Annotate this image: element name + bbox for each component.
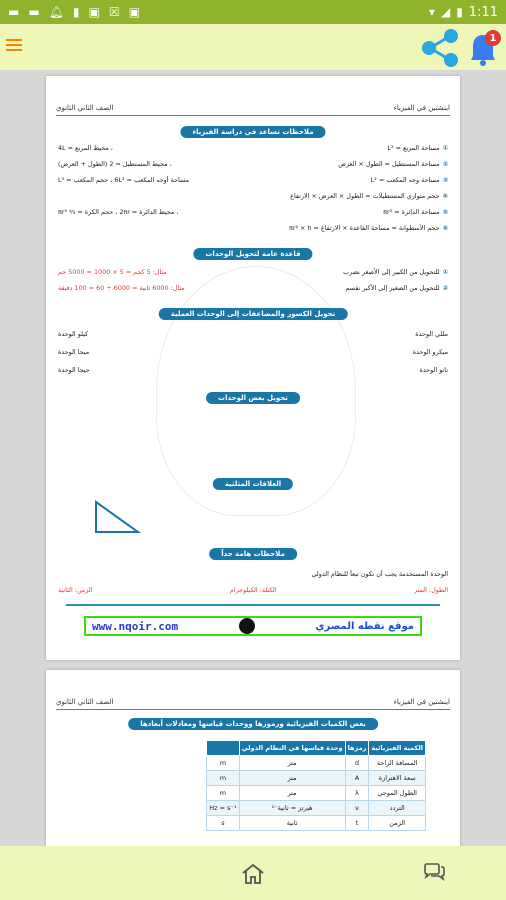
app-bar bbox=[0, 24, 506, 70]
section-title: قاعدة عامة لتحويل الوحدات bbox=[193, 248, 312, 260]
section-title: العلاقات المثلثية bbox=[213, 478, 293, 490]
note-line: ①مساحة المربع = L² ، محيط المربع = 4L bbox=[58, 144, 448, 152]
close-box-icon: ☒ bbox=[108, 5, 120, 19]
table-row: المسافة الزاحة d متر m bbox=[207, 756, 426, 771]
status-icons-right bbox=[429, 5, 498, 20]
note-line: ③مساحة وجه المكعب = L² مساحة أوجه المكعب = 6L² ، حجم المكعب = L³ bbox=[58, 176, 448, 184]
note-line: ⑤مساحة الدائرة = πr² ، محيط الدائرة = 2πr ، حجم الكرة = ⁴⁄₃ πr³ bbox=[58, 208, 448, 216]
table-row: الطول الموجي λ متر m bbox=[207, 786, 426, 801]
home-button[interactable] bbox=[240, 862, 266, 886]
header-grade: الصف الثاني الثانوي bbox=[56, 104, 114, 112]
prefix-line: مللي الوحدة كيلو الوحدة bbox=[58, 330, 448, 338]
page-divider bbox=[66, 604, 440, 610]
table-title: بعض الكميات الفيزيائية ورموزها ووحدات قياسها ومعادلات أبعادها bbox=[128, 718, 378, 730]
note-examples: الطول: المتر الكتلة: الكيلوجرام الزمن: الثانية bbox=[58, 586, 448, 594]
pdf-page-2 bbox=[46, 670, 460, 846]
notifications-button[interactable] bbox=[463, 28, 503, 68]
triangle-figure bbox=[92, 498, 142, 536]
note-line: ②مساحة المستطيل = الطول × العرض ، محيط المستطيل = 2 (الطول + العرض) bbox=[58, 160, 448, 168]
footer-site[interactable]: www.nqoir.com bbox=[92, 619, 179, 633]
footer-banner[interactable] bbox=[84, 616, 422, 636]
section-title: تحويل الكسور والمضاعفات إلى الوحدات العملية bbox=[159, 308, 348, 320]
quantities-table bbox=[206, 740, 426, 831]
section-title: ملاحظات تساعد في دراسة الفيزياء bbox=[180, 126, 325, 138]
image-icon: ▣ bbox=[128, 5, 140, 19]
message-icon: ▬ bbox=[8, 5, 20, 19]
bottom-nav bbox=[0, 846, 506, 900]
footer-name: موقع نقطه المصري bbox=[315, 620, 414, 632]
page-header bbox=[56, 698, 450, 710]
status-icons-left bbox=[8, 6, 140, 18]
share-button[interactable] bbox=[418, 28, 462, 68]
rule-line: ①للتحويل من الكبير إلى الأصغر نضرب مثال: 5 كجم = 5 × 1000 = 5000 جم bbox=[58, 268, 448, 276]
document-viewer[interactable] bbox=[0, 70, 506, 846]
header-title: اينشتين في الفيزياء bbox=[393, 104, 450, 112]
notification-badge: 1 bbox=[485, 30, 501, 46]
section-title: ملاحظات هامة جداً bbox=[209, 548, 297, 560]
notification-icon: 🔔︎ bbox=[48, 5, 64, 19]
battery-icon: ▮ bbox=[456, 5, 463, 19]
column-header: الكمية الفيزيائية bbox=[369, 741, 426, 756]
table-row: سعة الاهتزازة A متر m bbox=[207, 771, 426, 786]
image-icon: ▣ bbox=[88, 5, 100, 19]
rule-line: ②للتحويل من الصغير إلى الأكبر نقسم مثال: 6000 ثانية = 6000 ÷ 60 = 100 دقيقة bbox=[58, 284, 448, 292]
column-header: وحدة قياسها في النظام الدولي bbox=[239, 741, 345, 756]
page-header bbox=[56, 104, 450, 116]
status-time: 1:11 bbox=[468, 4, 498, 20]
chat-button[interactable] bbox=[421, 861, 447, 885]
table-row: الزمن t ثانية s bbox=[207, 816, 426, 831]
note-line: الوحدة المستخدمة يجب أن تكون تبعاً للنظام الدولي bbox=[311, 570, 448, 578]
status-bar bbox=[0, 0, 506, 24]
table-row: التردد ν هيرتز = ثانية⁻¹ Hz = s⁻¹ bbox=[207, 801, 426, 816]
column-header bbox=[207, 741, 239, 756]
home-icon bbox=[240, 862, 266, 886]
note-line: ④حجم متوازي المستطيلات = الطول × العرض × الارتفاع bbox=[290, 192, 448, 200]
logo-icon bbox=[239, 618, 255, 634]
header-title: اينشتين في الفيزياء bbox=[393, 698, 450, 706]
wifi-icon: ▾ bbox=[428, 5, 435, 19]
header-grade: الصف الثاني الثانوي bbox=[56, 698, 114, 706]
menu-icon bbox=[6, 39, 22, 41]
signal-icon: ◢ bbox=[440, 5, 451, 19]
menu-button[interactable] bbox=[6, 36, 22, 54]
pdf-page-1 bbox=[46, 76, 460, 660]
prefix-line: ميكرو الوحدة ميجا الوحدة bbox=[58, 348, 448, 356]
sim-icon: ▮ bbox=[72, 5, 80, 19]
share-icon bbox=[418, 28, 462, 68]
chat-icon bbox=[421, 861, 447, 885]
note-line: ⑥حجم الأسطوانة = مساحة القاعدة × الارتفاع = πr² × h bbox=[288, 224, 448, 232]
prefix-line: نانو الوحدة جيجا الوحدة bbox=[58, 366, 448, 374]
column-header: رمزها bbox=[345, 741, 369, 756]
message-icon: ▬ bbox=[28, 5, 40, 19]
section-title: تحويل بعض الوحدات bbox=[206, 392, 300, 404]
table-header-row bbox=[207, 741, 426, 756]
